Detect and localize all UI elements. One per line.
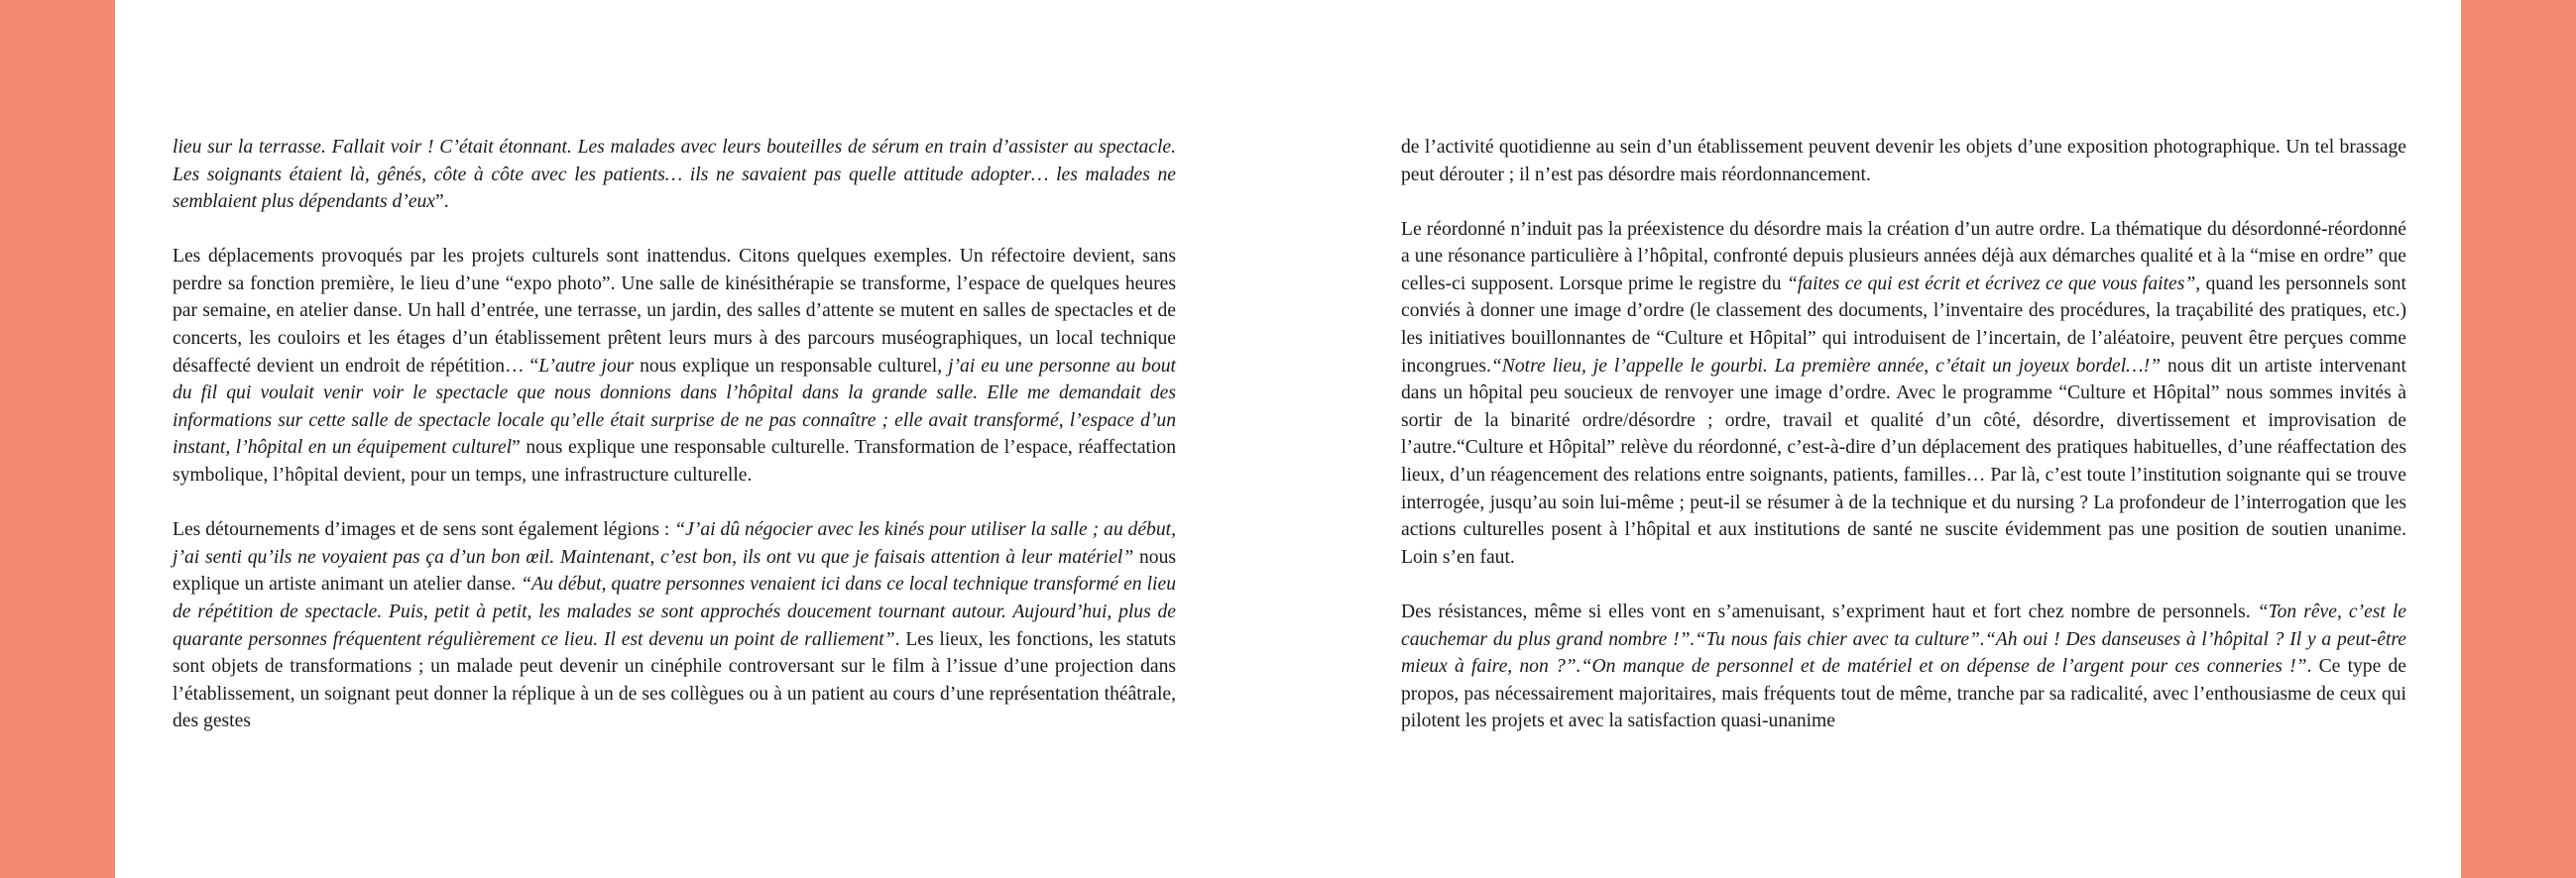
text-run: nous explique un artiste animant un atelier danse. [173,546,1177,596]
text-run: Les déplacements provoqués par les projets culturels sont inattendus. Citons quelques exemples. Un réfectoire devient, sans perdre sa fonction première, le lieu d’une “expo photo”. Une salle de kinésithérapie se transforme, l’espace de quelques heures par semaine, en atelier danse. Un hall d’entrée, une terrasse, un jardin, des salles d’attente se mutent en salles de spectacles et de concerts, les couloirs et les étages d’un établissement prêtent leurs murs à des parcours muséographiques, un local technique désaffecté devient un endroit de répétition… “ [173,246,1176,377]
italic-quote: “Notre lieu, je l’appelle le gourbi. La première année, c’était un joyeux bordel…!” [1490,355,2161,377]
paragraph [173,134,1176,216]
text-run: Les détournements d’images et de sens sont également légions : [173,519,675,541]
italic-quote: “J’ai dû négocier avec les kinés pour utiliser la salle ; au début, j’ai senti qu’ils ne voyaient pas ça d’un bon œil. Maintenant, c’est bon, ils ont vu que je faisais attention à leur matériel” [173,519,1176,568]
text-run: ” nous explique une responsable culturelle. Transformation de l’espace, réaffectation symbolique, l’hôpital devient, pour un temps, une infrastructure culturelle. [173,437,1176,487]
paragraph [173,243,1176,489]
italic-quote: “Ton rêve, c’est le cauchemar du plus grand nombre !”.“Tu nous fais chier avec ta culture”.“Ah oui ! Des danseuses à l’hôpital ? Il y a peut-être mieux à faire, non ?”.“On manque de personnel et de matériel et on dépense de l’argent pour ces conneries !” [1401,601,2406,678]
text-run: nous explique un responsable culturel, [634,355,949,377]
paragraph [1401,134,2406,188]
italic-quote: “Au début, quatre personnes venaient ici dans ce local technique transformé en lieu de répétition de spectacle. Puis, petit à petit, les malades se sont approchés doucement tournant autour. Aujourd’hui, plus de quarante personnes fréquentent régulièrement ce lieu. Il est devenu un point de ralliement” [173,574,1176,650]
text-run: . Ce type de propos, pas nécessairement majoritaires, mais fréquents tout de même, tranche par sa radicalité, avec l’enthousiasme de ceux qui pilotent les projets et avec la satisfaction quasi-unanime [1401,656,2406,732]
text-run: nous dit un artiste intervenant dans un hôpital peu soucieux de renvoyer une image d’ordre. Avec le programme “Culture et Hôpital” nous sommes invités à sortir de la binarité ordre/désordre ; ordre, travail et qualité d’un côté, désordre, divertissement et improvisation de l’autre.“Culture et Hôpital” relève du réordonné, c’est-à-dire d’un déplacement des pratiques habituelles, d’une réaffectation des lieux, d’un réagencement des relations entre soignants, patients, familles… Par là, c’est toute l’institution soignante qui se trouve interrogée, jusqu’au soin lui-même ; peut-il se résumer à de la technique et du nursing ? La profondeur de l’interrogation que les actions culturelles posent à l’hôpital et aux institutions de santé ne suscite évidemment pas une position de soutien unanime. Loin s’en faut. [1401,355,2406,568]
right-page-text [1401,134,2406,762]
left-page-text [173,134,1176,762]
italic-quote: “faites ce qui est écrit et écrivez ce que vous faites” [1786,273,2196,294]
paragraph [173,516,1176,735]
paragraph [1401,599,2406,735]
left-accent-band [0,0,115,878]
text-run: ”. [435,191,449,213]
italic-quote: L’autre jour [538,355,635,377]
text-run: . Les lieux, les fonctions, les statuts sont objets de transformations ; un malade peut devenir un cinéphile controversant sur le film à l’issue d’une projection dans l’établissement, un soignant peut donner la réplique à un de ses collègues ou à un patient au cours d’une représentation théâtrale, des gestes [173,628,1176,732]
text-run: Le réordonné n’induit pas la préexistence du désordre mais la création d’un autre ordre. La thématique du désordonné-réordonné a une résonance particulière à l’hôpital, confronté depuis plusieurs années déjà aux démarches qualité et à la “mise en ordre” que celles-ci supposent. Lorsque prime le registre du [1401,218,2406,294]
italic-quote: j’ai eu une personne au bout du fil qui voulait venir voir le spectacle que nous donnions dans l’hôpital dans la grande salle. Elle me demandait des informations sur cette salle de spectacle locale qu’elle était surprise de ne pas connaître ; elle avait transformé, l’espace d’un instant, l’hôpital en un équipement culturel [173,355,1176,459]
right-accent-band [2461,0,2576,878]
text-run: de l’activité quotidienne au sein d’un établissement peuvent devenir les objets d’une exposition photographique. Un tel brassage peut dérouter ; il n’est pas désordre mais réordonnancement. [1401,137,2406,185]
text-run: Des résistances, même si elles vont en s’amenuisant, s’expriment haut et fort chez nombre de personnels. [1401,601,2258,622]
paragraph [1401,216,2406,572]
text-run: , quand les personnels sont conviés à donner une image d’ordre (le classement des documents, l’inventaire des procédures, la traçabilité des pratiques, etc.) les initiatives bouillonnantes de “Culture et Hôpital” qui introduisent de l’incertain, de l’aléatoire, peuvent être perçues comme incongrues. [1401,273,2406,377]
italic-quote: lieu sur la terrasse. Fallait voir ! C’était étonnant. Les malades avec leurs bouteilles de sérum en train d’assister au spectacle. Les soignants étaient là, gênés, côte à côte avec les patients… ils ne savaient pas quelle attitude adopter… les malades ne semblaient plus dépendants d’eux [173,137,1176,213]
